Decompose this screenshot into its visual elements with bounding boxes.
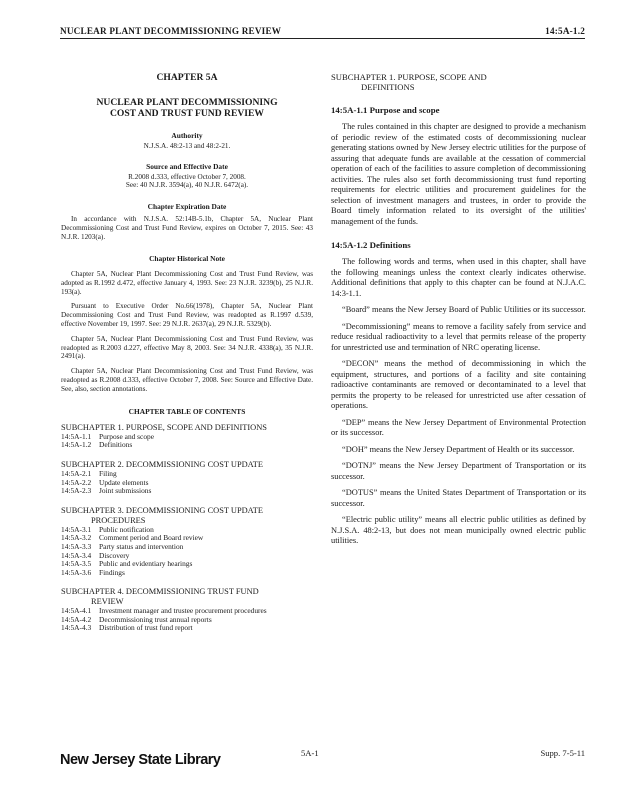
definition-paragraph: “DOH” means the New Jersey Department of Health or its successor.: [342, 444, 575, 454]
chapter-title: [61, 97, 313, 119]
toc-item-number: 14:5A-3.6: [61, 567, 92, 577]
toc-item-number: 14:5A-2.2: [61, 477, 92, 487]
toc-item-label: Party status and intervention: [99, 541, 184, 551]
toc-subchapter-label-cont: REVIEW: [91, 597, 124, 607]
definition-paragraph: “DEP” means the New Jersey Department of Environmental Protection or its successor.: [331, 417, 586, 438]
section-paragraph: The following words and terms, when used in this chapter, shall have the following meanings unless the context clearly indicates otherwise. Additional definitions that apply to this chapter can be found at N.J.A.C. 14:3-1.1.: [331, 257, 586, 298]
toc-title: CHAPTER TABLE OF CONTENTS: [128, 406, 246, 416]
subchapter-heading-line-1: SUBCHAPTER 1. PURPOSE, SCOPE AND: [331, 72, 487, 82]
toc-item-number: 14:5A-3.2: [61, 533, 92, 543]
toc-subchapter-label-cont: PROCEDURES: [91, 515, 146, 525]
toc-item-number: 14:5A-1.2: [61, 440, 92, 450]
header-rule: [60, 38, 585, 39]
toc-item[interactable]: [61, 624, 313, 633]
definition-paragraph: “Electric public utility” means all electric public utilities as defined by N.J.S.A. 48:2-13, but does not mean municipally owned electric public utilities.: [331, 515, 586, 546]
toc-item-label: Investment manager and trustee procurement procedures: [99, 606, 267, 616]
toc-item-label: Discovery: [99, 550, 130, 560]
section-heading-purpose: 14:5A-1.1 Purpose and scope: [331, 105, 440, 115]
left-column: [61, 72, 313, 633]
subchapter-heading: [331, 72, 586, 92]
right-column: [331, 72, 586, 547]
expiration-heading: Chapter Expiration Date: [147, 202, 227, 212]
toc-item[interactable]: [61, 441, 313, 450]
toc-subchapter-label: SUBCHAPTER 4. DECOMMISSIONING TRUST FUND: [61, 587, 259, 597]
toc-item-number: 14:5A-3.4: [61, 550, 92, 560]
source-line-2: See: 40 N.J.R. 3594(a), 40 N.J.R. 6472(a).: [125, 181, 249, 190]
running-head-title: NUCLEAR PLANT DECOMMISSIONING REVIEW: [60, 26, 282, 36]
chapter-title-line-1: NUCLEAR PLANT DECOMMISSIONING: [96, 97, 278, 108]
toc-item-number: 14:5A-4.3: [61, 623, 92, 633]
running-head-section: 14:5A-1.2: [545, 26, 585, 36]
history-paragraph: Chapter 5A, Nuclear Plant Decommissioning Cost and Trust Fund Review, was readopted as R.2008 d.333, effective October 7, 2008. See: Source and Effective Date. See, also, section annotations.: [61, 367, 313, 393]
toc-item-label: Comment period and Board review: [99, 533, 204, 543]
toc-item-number: 14:5A-3.1: [61, 524, 92, 534]
history-heading: Chapter Historical Note: [149, 253, 225, 263]
page-number: 5A-1: [301, 748, 319, 758]
toc-item-number: 14:5A-3.3: [61, 541, 92, 551]
toc-item-number: 14:5A-4.2: [61, 614, 92, 624]
toc-subchapter-4[interactable]: [61, 587, 313, 607]
definition-paragraph: “Board” means the New Jersey Board of Public Utilities or its successor.: [342, 305, 586, 315]
source-line-1: R.2008 d.333, effective October 7, 2008.: [128, 172, 246, 181]
chapter-number: CHAPTER 5A: [156, 72, 218, 83]
toc-item-label: Purpose and scope: [99, 431, 155, 441]
toc-item-label: Public notification: [99, 524, 154, 534]
history-paragraph: Chapter 5A, Nuclear Plant Decommissioning Cost and Trust Fund Review, was adopted as R.1992 d.472, effective January 4, 1993. See: 23 N.J.R. 3239(b), 25 N.J.R. 193(a).: [61, 270, 313, 296]
definition-paragraph: “DECON” means the method of decommissioning in which the equipment, structures, and portions of a facility and site containing radioactive contaminants are removed or decontaminated to a level that permits the property to be released for unrestricted use after cessation of operations.: [331, 359, 586, 411]
definition-paragraph: “DOTNJ” means the New Jersey Department of Transportation or its successor.: [331, 461, 586, 481]
toc-item-number: 14:5A-2.3: [61, 486, 92, 496]
authority-heading: Authority: [171, 131, 203, 141]
toc-item-label: Decommissioning trust annual reports: [99, 614, 212, 624]
history-paragraph: Chapter 5A, Nuclear Plant Decommissioning Cost and Trust Fund Review, was readopted as R.2003 d.227, effective May 8, 2003. See: 34 N.J.R. 4338(a), 35 N.J.R. 2491(a).: [61, 334, 313, 361]
section-paragraph: The rules contained in this chapter are designed to provide a mechanism of periodic review of the estimated costs of decommissioning nuclear generating stations owned by New Jersey electric utilities for the purpose of assuring that adequate funds are available at the cessation of commercial operation of each of the facilities to assure completion of decommissioning activities. The rules also set forth decommissioning trust fund reporting requirements for electric utilities and procurement guidelines for the selection of investment managers and trustees, in order to provide the Board timely information related to its oversight of the utilities' management of the funds.: [331, 122, 586, 226]
history-paragraph: Pursuant to Executive Order No.66(1978), Chapter 5A, Nuclear Plant Decommissioning Cost and Trust Fund Review, was readopted as R.1997 d.539, effective November 19, 1997. See: 29 N.J.R. 2637(a), 29 N.J.R. 5329(b).: [61, 302, 313, 328]
source-heading: Source and Effective Date: [146, 162, 228, 172]
toc-item-label: Update elements: [99, 477, 149, 487]
toc-subchapter-label: SUBCHAPTER 3. DECOMMISSIONING COST UPDATE: [61, 505, 264, 515]
supplement-date: Supp. 7-5-11: [540, 748, 585, 758]
toc-item-number: 14:5A-3.5: [61, 559, 92, 569]
toc-item-number: 14:5A-4.1: [61, 606, 92, 616]
toc-subchapter-label: SUBCHAPTER 2. DECOMMISSIONING COST UPDATE: [61, 459, 264, 469]
definition-paragraph: “Decommissioning” means to remove a facility safely from service and reduce residual radioactivity to a level that permits release of the property for unrestricted use and termination of NRC operating license.: [331, 321, 586, 352]
subchapter-heading-line-2: DEFINITIONS: [361, 82, 415, 92]
toc-item-label: Filing: [99, 468, 117, 478]
toc-item-label: Definitions: [99, 440, 133, 450]
toc-item-number: 14:5A-2.1: [61, 468, 92, 478]
toc-item-label: Distribution of trust fund report: [99, 623, 193, 633]
toc-item[interactable]: [61, 569, 313, 578]
library-logo: New Jersey State Library: [60, 752, 221, 768]
definition-paragraph: “DOTUS” means the United States Department of Transportation or its successor.: [331, 488, 586, 508]
toc-item-label: Public and evidentiary hearings: [99, 559, 193, 569]
toc-item-label: Findings: [99, 567, 125, 577]
toc-subchapter-3[interactable]: [61, 506, 313, 526]
toc-item-number: 14:5A-1.1: [61, 431, 92, 441]
section-heading-definitions: 14:5A-1.2 Definitions: [331, 240, 411, 251]
toc-item[interactable]: [61, 487, 313, 496]
chapter-title-line-2: COST AND TRUST FUND REVIEW: [109, 108, 265, 120]
toc-subchapter-label: SUBCHAPTER 1. PURPOSE, SCOPE AND DEFINITIONS: [61, 422, 267, 432]
authority-text: N.J.S.A. 48:2-13 and 48:2-21.: [143, 141, 231, 150]
expiration-text: In accordance with N.J.S.A. 52:14B-5.1b, Chapter 5A, Nuclear Plant Decommissioning Cost and Trust Fund Review, expires on October 7, 2015. See: 43 N.J.R. 1203(a).: [61, 215, 313, 241]
toc-item-label: Joint submissions: [99, 486, 152, 496]
